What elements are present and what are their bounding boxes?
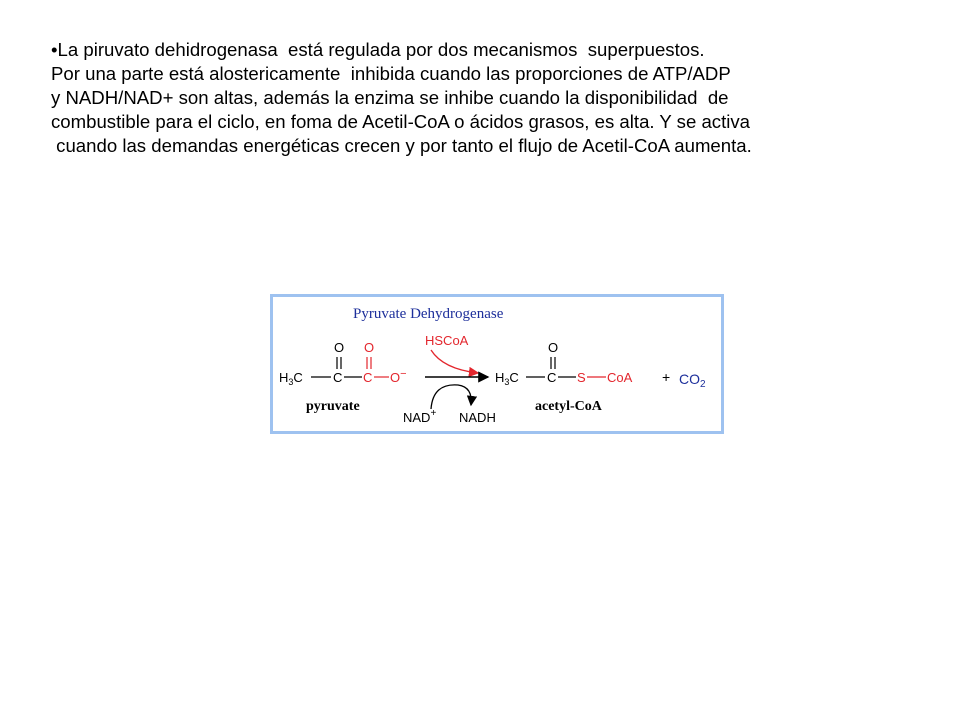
plus-sign: + bbox=[662, 369, 671, 385]
regulation-paragraph bbox=[51, 38, 752, 158]
acetylcoa-c1: C bbox=[547, 370, 557, 385]
pyruvate-carbonyl-o-1: O bbox=[334, 340, 345, 355]
paragraph-line-2: Por una parte está alostericamente inhibida cuando las proporciones de ATP/ADP bbox=[51, 63, 731, 84]
pyruvate-label: pyruvate bbox=[306, 399, 360, 414]
hscoa-label: HSCoA bbox=[425, 333, 469, 348]
acetylcoa-label: acetyl-CoA bbox=[535, 399, 602, 414]
pyruvate-carbonyl-o-2: O bbox=[364, 340, 375, 355]
figure-title: Pyruvate Dehydrogenase bbox=[353, 306, 504, 322]
acetylcoa-h: $H_3C$ bbox=[495, 370, 519, 387]
reaction-diagram bbox=[273, 297, 721, 431]
pyruvate-c1: C bbox=[333, 370, 343, 385]
acetylcoa-carbonyl-o: O bbox=[548, 340, 559, 355]
paragraph-line-5: cuando las demandas energéticas crecen y por tanto el flujo de Acetil-CoA aumenta. bbox=[51, 135, 752, 156]
paragraph-line-3: y NADH/NAD+ son altas, además la enzima se inhibe cuando la disponibilidad de bbox=[51, 87, 729, 108]
pyruvate-dehydrogenase-figure bbox=[270, 294, 724, 434]
paragraph-line-1: •La piruvato dehidrogenasa está regulada por dos mecanismos superpuestos. bbox=[51, 39, 705, 60]
nad-label: NAD+ bbox=[403, 408, 437, 425]
pyruvate-carboxylate: O− bbox=[390, 368, 407, 385]
pyruvate-h: $H_3C$ bbox=[279, 370, 303, 387]
nadh-label: NADH bbox=[459, 410, 496, 425]
co2-label: $CO_2$ bbox=[679, 371, 706, 390]
paragraph-line-4: combustible para el ciclo, en foma de Acetil-CoA o ácidos grasos, es alta. Y se activa bbox=[51, 111, 751, 132]
hscoa-arrow bbox=[431, 350, 478, 373]
pyruvate-c2: C bbox=[363, 370, 373, 385]
acetylcoa-s: S bbox=[577, 370, 586, 385]
nad-nadh-arrow bbox=[431, 385, 471, 409]
acetylcoa-coa: CoA bbox=[607, 370, 633, 385]
